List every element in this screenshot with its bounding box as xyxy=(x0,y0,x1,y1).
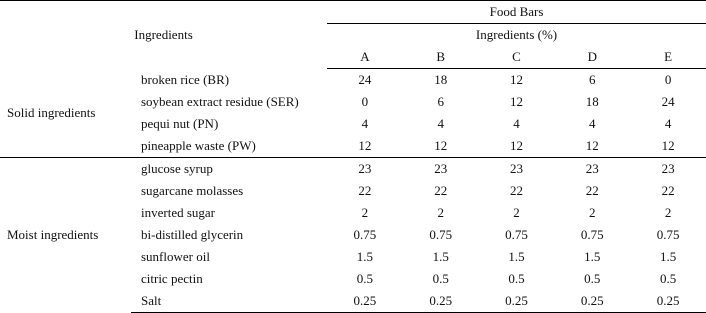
table-cell: 24 xyxy=(661,94,675,109)
ingredient-name: citric pectin xyxy=(141,271,203,286)
table-cell: 0.25 xyxy=(554,290,630,313)
table-row xyxy=(0,158,706,181)
table-cell: 0.5 xyxy=(660,271,677,286)
table-cell: 12 xyxy=(434,138,448,153)
table-cell: 23 xyxy=(403,158,479,181)
column-header-a: A xyxy=(327,46,403,69)
table-cell: 2 xyxy=(513,205,520,220)
table-cell: 0.5 xyxy=(356,271,374,286)
table-cell: 22 xyxy=(510,183,523,198)
table-cell: 0.5 xyxy=(508,271,525,286)
table-cell: 1.5 xyxy=(508,249,525,264)
table-cell: 12 xyxy=(510,72,523,87)
table-cell: 22 xyxy=(585,183,599,198)
table-cell: 0.75 xyxy=(580,227,604,242)
ingredient-name: sugarcane molasses xyxy=(141,183,244,198)
table-body xyxy=(0,69,706,313)
table-cell: 23 xyxy=(554,158,630,181)
table-cell: 0 xyxy=(361,94,369,109)
table-cell: 1.5 xyxy=(660,249,677,264)
table-cell: 1.5 xyxy=(432,249,449,264)
table-cell: 6 xyxy=(589,72,596,87)
table-cell: 12 xyxy=(510,94,523,109)
table-cell: 2 xyxy=(437,205,444,220)
ingredient-name: Salt xyxy=(131,290,327,313)
table-cell: 2 xyxy=(664,205,672,220)
table-cell: 23 xyxy=(327,158,403,181)
table-cell: 0.5 xyxy=(432,271,449,286)
table-cell: 18 xyxy=(585,94,599,109)
table-cell: 4 xyxy=(589,116,596,131)
ingredient-name: broken rice (BR) xyxy=(141,71,230,87)
table-cell: 0.25 xyxy=(327,290,403,313)
table-cell: 0.5 xyxy=(584,271,601,286)
table-cell: 4 xyxy=(437,116,444,131)
table-cell: 22 xyxy=(661,183,675,198)
table-row xyxy=(0,69,706,92)
table-cell: 23 xyxy=(630,158,706,181)
table-cell: 24 xyxy=(358,72,372,87)
table-cell: 6 xyxy=(437,94,444,109)
table-cell: 2 xyxy=(589,205,596,220)
table-cell: 12 xyxy=(358,138,372,153)
column-header-d: D xyxy=(554,46,630,69)
table-cell: 0.75 xyxy=(353,227,377,242)
table-cell: 23 xyxy=(479,158,555,181)
ingredients-column-header: Ingredients xyxy=(0,1,327,69)
ingredients-percent-subheader: Ingredients (%) xyxy=(475,27,558,42)
table-cell: 12 xyxy=(585,138,599,153)
ingredient-name: glucose syrup xyxy=(131,158,327,181)
ingredient-name: soybean extract residue (SER) xyxy=(141,94,299,109)
table-cell: 0.75 xyxy=(429,227,453,242)
table-cell: 2 xyxy=(361,205,369,220)
table-cell: 18 xyxy=(434,72,448,87)
table-cell: 0.25 xyxy=(403,290,479,313)
table-cell: 12 xyxy=(510,138,523,153)
group-label-solid: Solid ingredients xyxy=(7,104,96,120)
table-cell: 0 xyxy=(664,72,672,87)
table-cell: 4 xyxy=(513,116,520,131)
table-cell: 0.75 xyxy=(656,227,680,242)
table-cell: 0.75 xyxy=(505,227,528,242)
ingredient-name: sunflower oil xyxy=(141,249,210,264)
group-label-moist: Moist ingredients xyxy=(0,158,131,313)
column-header-c: C xyxy=(479,46,555,69)
table-cell: 1.5 xyxy=(356,249,374,264)
table-cell: 0.25 xyxy=(479,290,555,313)
table-cell: 4 xyxy=(361,116,369,131)
ingredient-name: inverted sugar xyxy=(141,205,216,220)
ingredient-name: bi-distilled glycerin xyxy=(141,227,244,242)
table-cell: 4 xyxy=(664,116,672,131)
table-cell: 12 xyxy=(661,138,675,153)
table-cell: 0.25 xyxy=(630,290,706,313)
column-header-b: B xyxy=(403,46,479,69)
food-bars-header: Food Bars xyxy=(327,1,706,24)
ingredient-name: pequi nut (PN) xyxy=(141,116,219,131)
ingredient-name: pineapple waste (PW) xyxy=(141,138,256,153)
table-cell: 22 xyxy=(434,183,448,198)
column-header-e: E xyxy=(630,46,706,69)
table-cell: 1.5 xyxy=(584,249,601,264)
table-cell: 22 xyxy=(358,183,372,198)
